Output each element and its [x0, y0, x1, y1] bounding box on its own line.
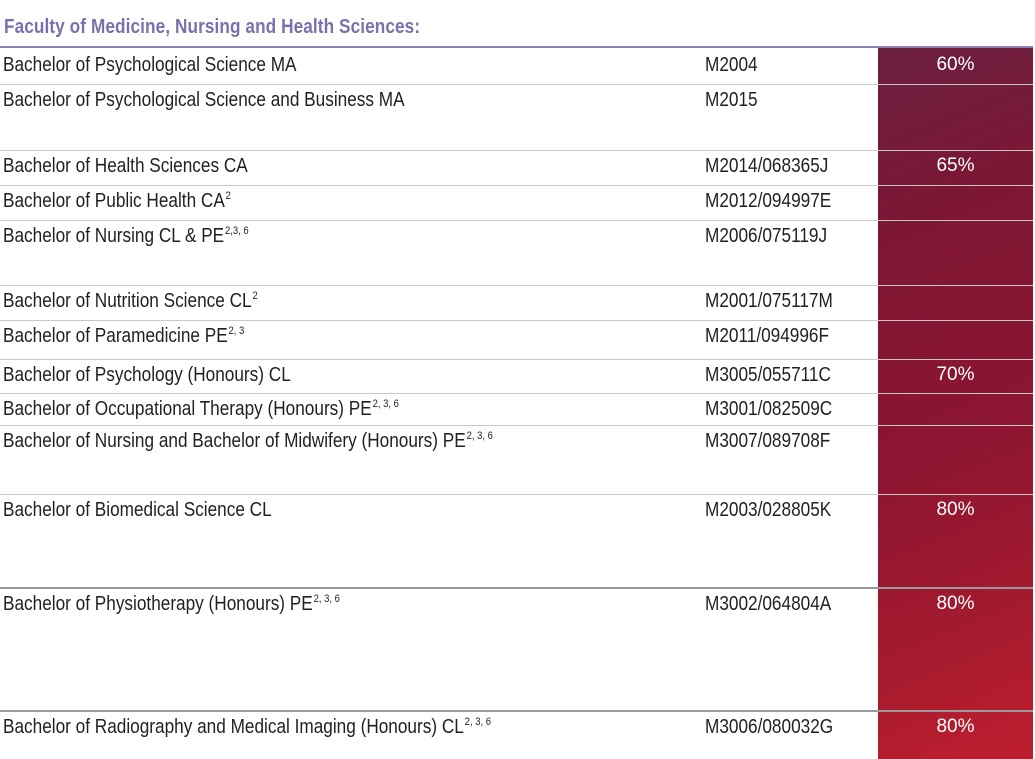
entry-score: 80% [936, 499, 975, 520]
course-code: M3001/082509C [705, 398, 833, 420]
table-row [0, 220, 1033, 251]
course-code: M2014/068365J [705, 155, 829, 177]
course-code: M2012/094997E [705, 190, 832, 212]
course-code: M2004 [705, 54, 758, 76]
course-code: M3007/089708F [705, 430, 831, 452]
course-name: Bachelor of Biomedical Science CL [3, 499, 272, 521]
entry-score: 80% [936, 593, 975, 614]
course-name: Bachelor of Health Sciences CA [3, 155, 248, 177]
table-row [0, 50, 1033, 80]
footnote-ref: 2, 3, 6 [464, 716, 491, 728]
course-code: M2001/075117M [705, 290, 833, 312]
faculty-title: Faculty of Medicine, Nursing and Health Sciences: [4, 16, 421, 38]
course-name: Bachelor of Occupational Therapy (Honours) PE$^{2, 3, 6}$ [3, 398, 399, 420]
course-name: Bachelor of Psychological Science and Business MA [3, 89, 405, 111]
entry-score: 60% [936, 54, 975, 75]
footnote-ref: 2 [252, 290, 258, 302]
entry-score: 70% [936, 364, 975, 385]
entry-score: 80% [936, 716, 975, 737]
course-code: M2011/094996F [705, 325, 830, 347]
course-code: M2015 [705, 89, 758, 111]
course-name: Bachelor of Nursing and Bachelor of Midwifery (Honours) PE$^{2, 3, 6}$ [3, 430, 493, 452]
table-row [0, 393, 1033, 424]
table-row [0, 494, 1033, 525]
footnote-ref: 2, 3, 6 [466, 430, 493, 442]
table-row [0, 285, 1033, 316]
course-name: Bachelor of Nutrition Science $CL^2$ [3, 290, 258, 312]
footnote-ref: 2, 3, 6 [313, 593, 340, 605]
course-name: Bachelor of Nursing CL & PE$^{2,3, 6}$ [3, 225, 249, 247]
entry-score: 65% [936, 155, 975, 176]
course-name: Bachelor of Public Health $CA^2$ [3, 190, 231, 212]
course-code: M2003/028805K [705, 499, 832, 521]
footnote-ref: 2 [225, 190, 231, 202]
table-row [0, 425, 1033, 456]
course-name: Bachelor of Physiotherapy (Honours) PE$^{2, 3, 6}$ [3, 593, 340, 615]
table-row [0, 185, 1033, 216]
table-row [0, 320, 1033, 351]
footnote-ref: 2, 3 [228, 325, 245, 337]
footnote-ref: 2,3, 6 [225, 225, 249, 237]
table-row [0, 359, 1033, 390]
course-name: Bachelor of Paramedicine PE$^{2, 3}$ [3, 325, 245, 347]
course-code: M3006/080032G [705, 716, 834, 738]
footnote-ref: 2, 3, 6 [372, 398, 399, 410]
course-code: M3005/055711C [705, 364, 831, 386]
table-row [0, 710, 1033, 742]
course-name: Bachelor of Radiography and Medical Imaging (Honours) CL$^{2, 3, 6}$ [3, 716, 491, 738]
course-code: M2006/075119J [705, 225, 828, 247]
table-row [0, 84, 1033, 115]
course-name: Bachelor of Psychological Science MA [3, 54, 297, 76]
course-name: Bachelor of Psychology (Honours) CL [3, 364, 291, 386]
table-row [0, 587, 1033, 619]
table-row [0, 150, 1033, 181]
course-code: M3002/064804A [705, 593, 832, 615]
